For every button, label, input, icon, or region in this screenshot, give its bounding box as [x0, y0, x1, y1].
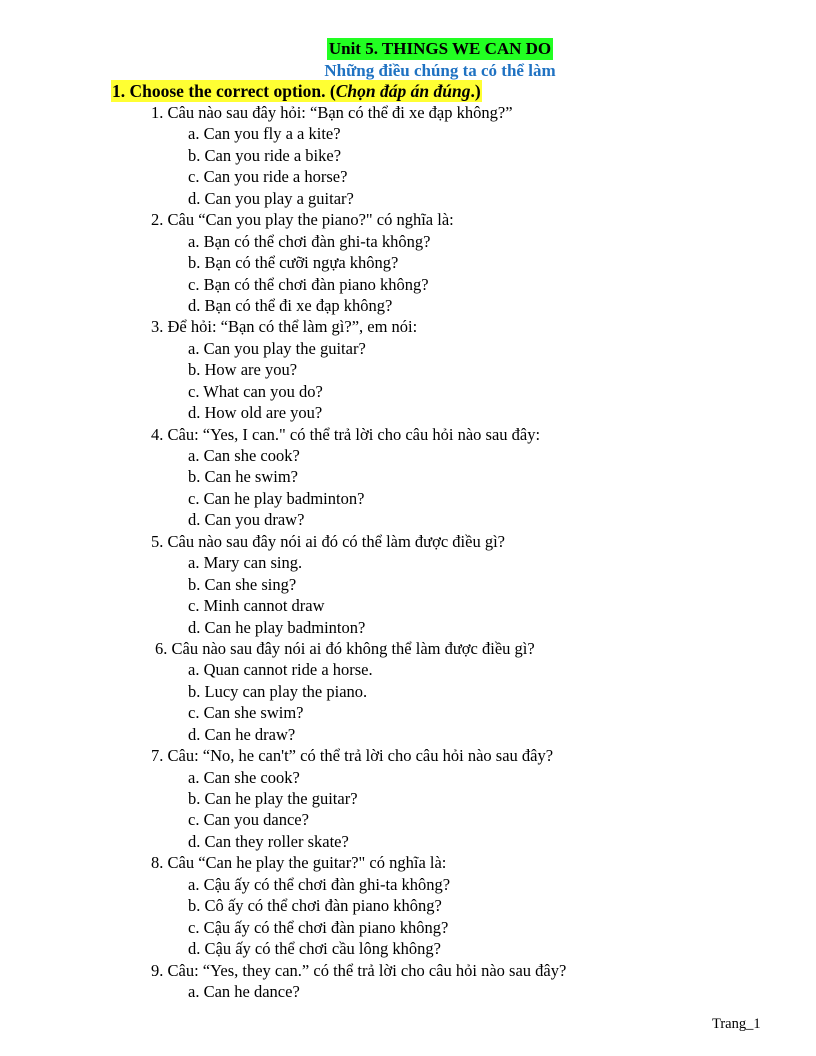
option-1d: d. Can you play a guitar? — [188, 188, 354, 208]
option-9a: a. Can he dance? — [188, 981, 300, 1001]
question-1: 1. Câu nào sau đây hỏi: “Bạn có thể đi xe đạp không?” — [151, 103, 513, 122]
option-1b: b. Can you ride a bike? — [188, 145, 342, 165]
option-6d: d. Can he draw? — [188, 724, 296, 744]
question-4: 4. Câu: “Yes, I can." có thể trả lời cho câu hỏi nào sau đây: — [151, 424, 541, 444]
option-7c: c. Can you dance? — [188, 810, 309, 830]
option-3b: b. How are you? — [188, 360, 298, 380]
section-heading-italic: Chọn đáp án đúng — [335, 81, 471, 101]
option-2c: c. Bạn có thể chơi đàn piano không? — [188, 274, 429, 294]
option-4d: d. Can you draw? — [188, 510, 305, 530]
option-3a: a. Can you play the guitar? — [188, 338, 366, 358]
section-heading-suffix: .) — [470, 81, 481, 101]
option-5a: a. Mary can sing. — [188, 553, 303, 573]
option-5d: d. Can he play badminton? — [188, 617, 366, 637]
option-8b: b. Cô ấy có thể chơi đàn piano không? — [188, 896, 442, 916]
option-3c: c. What can you do? — [188, 381, 323, 401]
option-1a: a. Can you fly a a kite? — [188, 124, 341, 144]
question-9: 9. Câu: “Yes, they can.” có thể trả lời cho câu hỏi nào sau đây? — [151, 960, 567, 980]
option-8c: c. Cậu ấy có thể chơi đàn piano không? — [188, 917, 449, 937]
option-4c: c. Can he play badminton? — [188, 488, 365, 508]
option-7d: d. Can they roller skate? — [188, 831, 349, 851]
option-4b: b. Can he swim? — [188, 467, 298, 487]
question-3: 3. Để hỏi: “Bạn có thể làm gì?”, em nói: — [151, 317, 418, 337]
option-6b: b. Lucy can play the piano. — [188, 681, 368, 701]
option-4a: a. Can she cook? — [188, 446, 300, 465]
document-title-wrap — [0, 38, 816, 61]
option-2b: b. Bạn có thể cưỡi ngựa không? — [188, 253, 399, 273]
option-5b: b. Can she sing? — [188, 574, 297, 594]
option-7a: a. Can she cook? — [188, 767, 300, 787]
question-5: 5. Câu nào sau đây nói ai đó có thể làm được điều gì? — [151, 531, 505, 551]
option-6c: c. Can she swim? — [188, 703, 304, 723]
section-heading — [111, 80, 482, 102]
option-8a: a. Cậu ấy có thể chơi đàn ghi-ta không? — [188, 874, 451, 894]
document-subtitle: Những điều chúng ta có thể làm — [324, 61, 556, 80]
option-6a: a. Quan cannot ride a horse. — [188, 660, 373, 680]
document-title: Unit 5. THINGS WE CAN DO — [328, 39, 552, 58]
section-heading-prefix: 1. Choose the correct option. ( — [112, 81, 336, 101]
option-8d: d. Cậu ấy có thể chơi cầu lông không? — [188, 939, 441, 959]
question-7: 7. Câu: “No, he can't” có thể trả lời cho câu hỏi nào sau đây? — [151, 746, 554, 766]
option-1c: c. Can you ride a horse? — [188, 167, 348, 187]
option-5c: c. Minh cannot draw — [188, 596, 325, 616]
option-2a: a. Bạn có thể chơi đàn ghi-ta không? — [188, 231, 431, 251]
question-list — [0, 102, 816, 1002]
question-2: 2. Câu “Can you play the piano?" có nghĩa là: — [151, 210, 454, 230]
question-6: 6. Câu nào sau đây nói ai đó không thể làm được điều gì? — [155, 638, 535, 658]
option-3d: d. How old are you? — [188, 403, 323, 423]
question-8: 8. Câu “Can he play the guitar?" có nghĩa là: — [151, 853, 447, 873]
option-7b: b. Can he play the guitar? — [188, 789, 358, 808]
page-number: Trang_1 — [712, 1016, 761, 1032]
option-2d: d. Bạn có thể đi xe đạp không? — [188, 295, 393, 315]
